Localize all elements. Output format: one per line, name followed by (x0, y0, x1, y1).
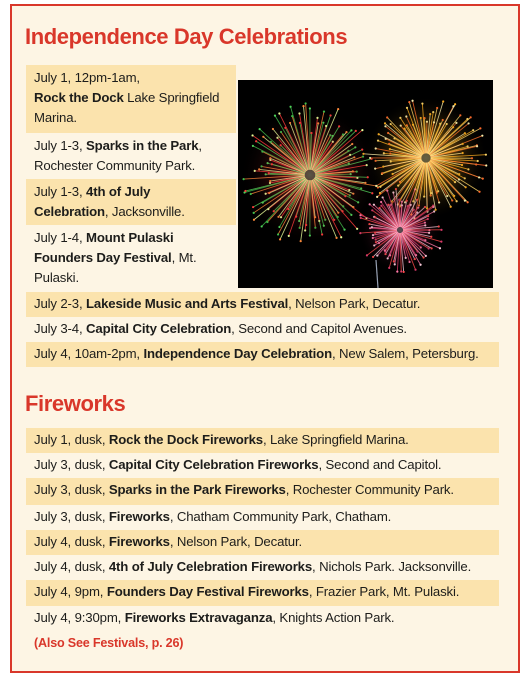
event-name: Independence Day Celebration (143, 346, 332, 361)
list-item (26, 453, 499, 478)
event-name: Sparks in the Park Fireworks (108, 482, 286, 497)
event-location: , Chatham Community Park, Chatham. (169, 509, 392, 524)
event-date: July 3-4, (34, 321, 87, 336)
event-name: Rock the Dock Fireworks (108, 432, 263, 447)
event-date: July 1-3, (34, 138, 87, 153)
event-location: , Knights Action Park. (272, 610, 395, 625)
list-item (26, 606, 499, 631)
event-location: Lake Springfield Marina. (34, 90, 220, 125)
event-date: July 3, dusk, (34, 482, 109, 497)
event-location: , Lake Springfield Marina. (263, 432, 409, 447)
fireworks-photo (238, 80, 493, 288)
event-location: , Frazier Park, Mt. Pulaski. (308, 584, 460, 599)
list-item (26, 478, 499, 505)
event-name: Capital City Celebration Fireworks (108, 457, 319, 472)
event-date: July 4, 9pm, (34, 584, 107, 599)
list-item (26, 530, 499, 555)
event-name: Capital City Celebration (86, 321, 232, 336)
event-name: Sparks in the Park (86, 138, 199, 153)
list-item (26, 133, 236, 179)
event-date: July 1-4, (34, 230, 87, 245)
fireworks-heading: Fireworks (25, 391, 126, 416)
event-name: 4th of July Celebration (34, 184, 151, 219)
event-date: July 2-3, (34, 296, 87, 311)
event-name: 4th of July Celebration Fireworks (108, 559, 313, 574)
event-location: , New Salem, Petersburg. (332, 346, 479, 361)
event-date: July 4, 10am-2pm, (34, 346, 144, 361)
fireworks-illustration (238, 80, 493, 288)
celebrations-heading: Independence Day Celebrations (25, 24, 348, 49)
event-location: , Second and Capitol. (318, 457, 442, 472)
event-name: Founders Day Festival Fireworks (106, 584, 309, 599)
list-item (26, 65, 236, 133)
event-name: Rock the Dock (34, 90, 124, 105)
event-date: July 4, dusk, (34, 559, 109, 574)
list-item (26, 317, 499, 342)
list-item (26, 179, 236, 225)
event-date: July 4, dusk, (34, 534, 109, 549)
event-date: July 3, dusk, (34, 509, 109, 524)
event-date: July 4, 9:30pm, (34, 610, 125, 625)
festivals-reference-note: (Also See Festivals, p. 26) (34, 636, 184, 650)
event-location: , Nelson Park, Decatur. (288, 296, 421, 311)
list-item (26, 342, 499, 367)
event-location: , Jacksonville. (104, 204, 185, 219)
event-location: , Nichols Park. Jacksonville. (312, 559, 472, 574)
event-name: Lakeside Music and Arts Festival (86, 296, 289, 311)
event-location: , Mt. Pulaski. (34, 250, 197, 285)
event-location: , Nelson Park, Decatur. (169, 534, 302, 549)
list-item (26, 292, 499, 317)
list-item (26, 555, 499, 580)
event-name: Mount Pulaski Founders Day Festival (34, 230, 174, 265)
event-date: July 1, 12pm-1am, (34, 70, 140, 85)
list-item (26, 225, 236, 292)
list-item (26, 580, 499, 606)
event-date: July 1, dusk, (34, 432, 109, 447)
event-date: July 1-3, (34, 184, 87, 199)
event-location: , Rochester Community Park. (34, 138, 202, 173)
fireworks-list (26, 428, 499, 631)
event-date: July 3, dusk, (34, 457, 109, 472)
event-location: , Rochester Community Park. (285, 482, 454, 497)
list-item (26, 505, 499, 530)
event-name: Fireworks (108, 534, 170, 549)
event-name: Fireworks Extravaganza (124, 610, 273, 625)
list-item (26, 428, 499, 453)
event-name: Fireworks (108, 509, 170, 524)
event-location: , Second and Capitol Avenues. (231, 321, 407, 336)
